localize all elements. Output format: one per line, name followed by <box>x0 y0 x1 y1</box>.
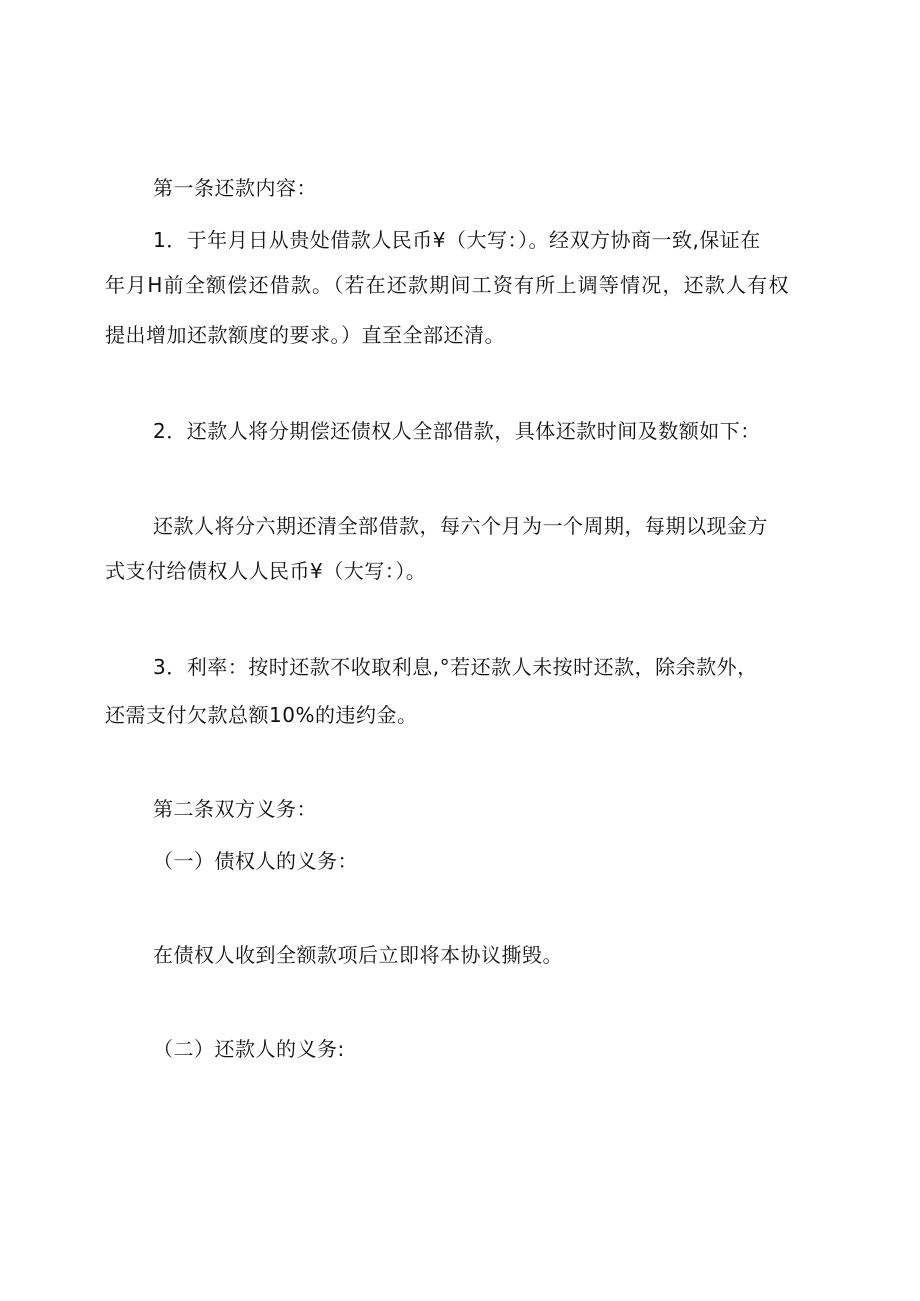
item-3-line-2: 还需支付欠款总额10%的违约金。 <box>105 703 418 727</box>
item-1-line-3: 提出增加还款额度的要求。）直至全部还清。 <box>105 323 505 347</box>
article-2-title: 第二条双方义务： <box>153 797 317 821</box>
item-2-detail-line-1: 还款人将分六期还清全部借款，每六个月为一个周期，每期以现金方 <box>153 514 768 538</box>
article-1-title: 第一条还款内容： <box>153 176 317 200</box>
item-2-detail-line-2: 式支付给债权人人民币¥（大写：）。 <box>105 559 427 583</box>
item-2-line-1: 2．还款人将分期偿还债权人全部借款，具体还款时间及数额如下： <box>153 419 761 443</box>
creditor-duties-heading: （一）债权人的义务： <box>153 849 358 873</box>
item-1-line-2: 年月H前全额偿还借款。（若在还款期间工资有所上调等情况，还款人有权 <box>105 273 790 297</box>
debtor-duties-heading: （二）还款人的义务: <box>153 1037 345 1061</box>
item-1-line-1: 1．于年月日从贵处借款人民币¥（大写：）。经双方协商一致,保证在 <box>153 228 761 252</box>
item-3-line-1: 3．利率：按时还款不收取利息,°若还款人未按时还款，除余款外， <box>153 655 758 679</box>
creditor-duty-text: 在债权人收到全额款项后立即将本协议撕毁。 <box>153 943 563 967</box>
